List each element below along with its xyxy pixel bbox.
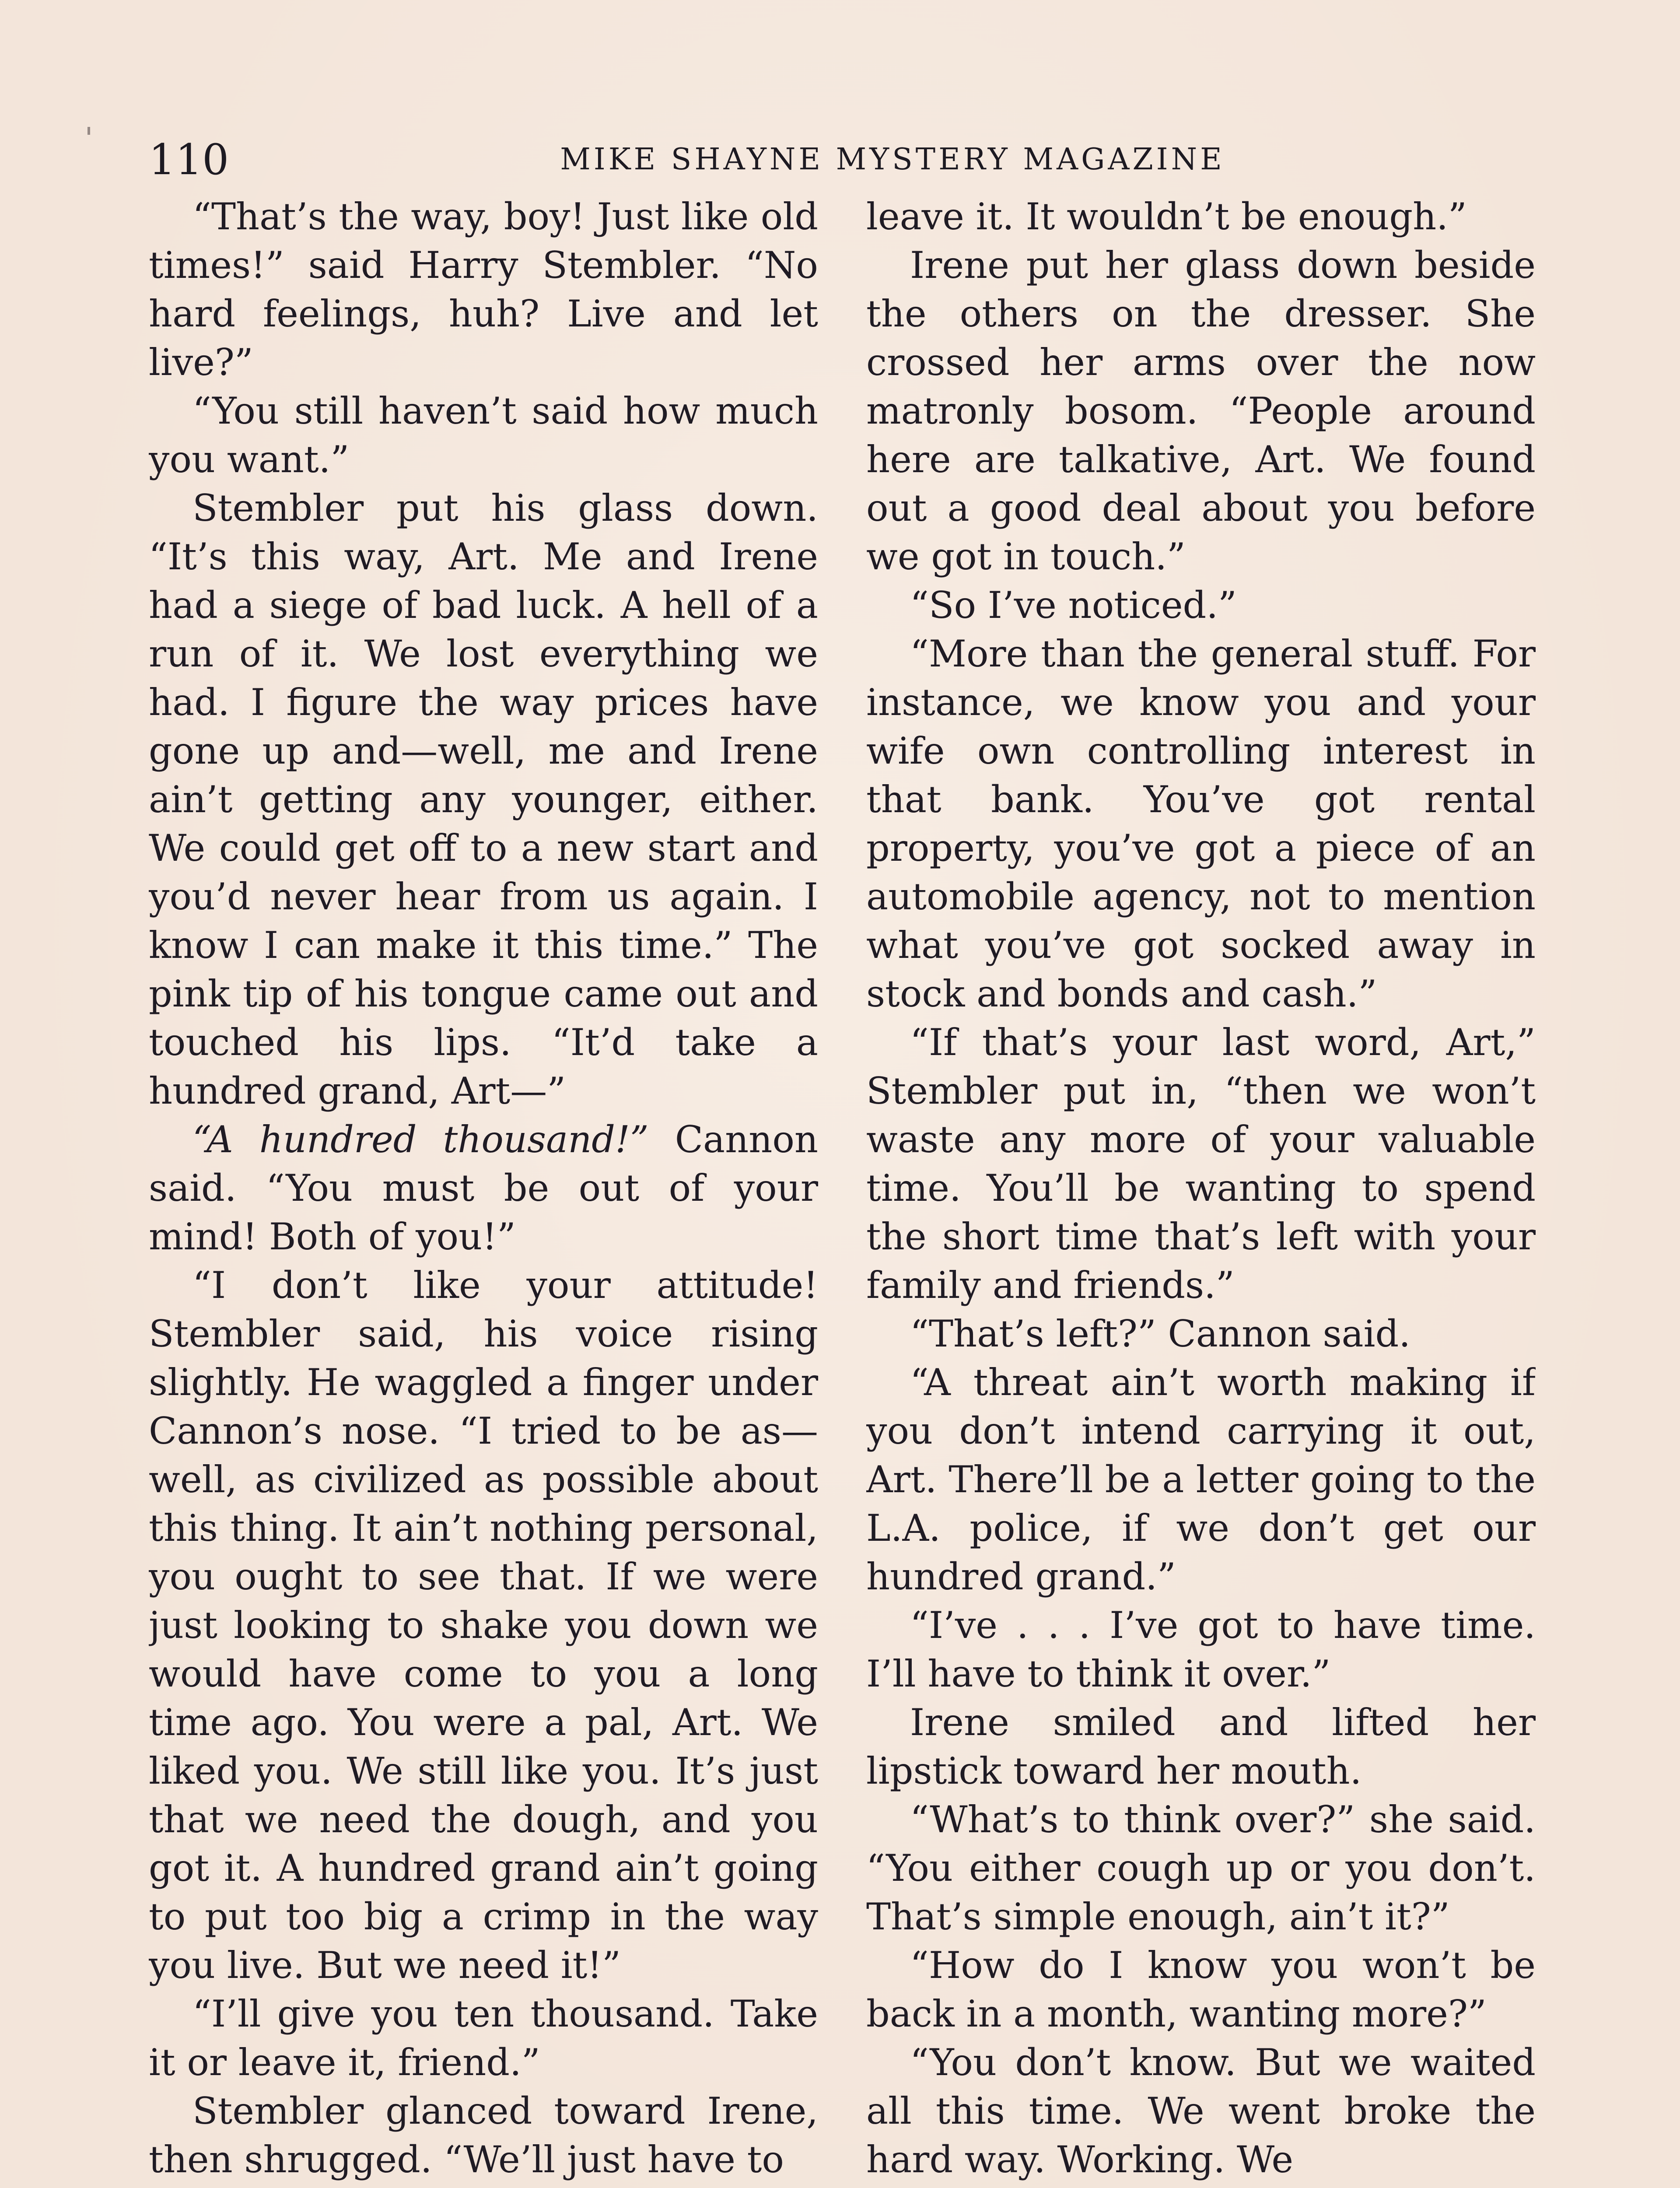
paragraph-continued: leave it. It wouldn’t be enough.” [866,195,1467,238]
left-column [149,193,818,2188]
paragraph: “I’ve . . . I’ve got to have time. I’ll have to think it over.” [866,1604,1536,1695]
running-head: MIKE SHAYNE MYSTERY MAGAZINE [560,142,1225,177]
paragraph: “A threat ain’t worth making if you don’t intend carrying it out, Art. There’ll be a letter going to the L.A. police, if we don’t get our hundred grand.” [866,1361,1536,1598]
paragraph: Irene smiled and lifted her lipstick toward her mouth. [866,1701,1536,1792]
paragraph: Stembler put his glass down. “It’s this way, Art. Me and Irene had a siege of bad luck. A hell of a run of it. We lost everything we had. I figure the way prices have gone up and—well, me and Irene ain’t getting any younger, either. We could get off to a new start and you’d never hear from us again. I know I can make it this time.” The pink tip of his tongue came out and touched his lips. “It’d take a hundred grand, Art—” [149,487,818,1112]
paragraph: “I don’t like your attitude! Stembler said, his voice rising slightly. He waggled a finger under Cannon’s nose. “I tried to be as—well, as civilized as possible about this thing. It ain’t nothing personal, you ought to see that. If we were just looking to shake you down we would have come to you a long time ago. You were a pal, Art. We liked you. We still like you. It’s just that we need the dough, and you got it. A hundred grand ain’t going to put too big a crimp in the way you live. But we need it!” [149,1264,818,1987]
paragraph: Irene put her glass down beside the others on the dresser. She crossed her arms over the now matronly bosom. “People around here are talkative, Art. We found out a good deal about you before we got in touch.” [866,244,1536,578]
right-column [866,193,1536,2188]
page-header [149,131,1540,188]
paragraph: “How do I know you won’t be back in a month, wanting more?” [866,1944,1536,2035]
italic-exclamation: “A hundred thousand!” [192,1118,649,1161]
paragraph: “That’s the way, boy! Just like old times!” said Harry Stembler. “No hard feelings, huh? Live and let live?” [149,195,818,384]
margin-mark [88,127,90,135]
page-number: 110 [149,135,229,184]
paragraph: “You don’t know. But we waited all this time. We went broke the hard way. Working. We [866,2041,1536,2181]
paragraph: Stembler glanced toward Irene, then shrugged. “We’ll just have to [149,2090,818,2181]
paragraph: “I’ll give you ten thousand. Take it or leave it, friend.” [149,1992,818,2084]
paragraph: “If that’s your last word, Art,” Stembler put in, “then we won’t waste any more of your valuable time. You’ll be wanting to spend the short time that’s left with your family and friends.” [866,1021,1536,1307]
paragraph: “So I’ve noticed.” [910,584,1237,627]
paragraph: “You still haven’t said how much you want.” [149,389,818,481]
paragraph [149,1115,818,1261]
paragraph-text: Cannon said. “You must be out of your mind! Both of you!” [149,1118,818,1258]
paragraph: “That’s left?” Cannon said. [910,1312,1410,1355]
paragraph: “What’s to think over?” she said. “You either cough up or you don’t. That’s simple enough, ain’t it?” [866,1798,1536,1938]
paragraph: “More than the general stuff. For instance, we know you and your wife own controlling interest in that bank. You’ve got rental property, you’ve got a piece of an automobile agency, not to mention what you’ve got socked away in stock and bonds and cash.” [866,632,1536,1015]
